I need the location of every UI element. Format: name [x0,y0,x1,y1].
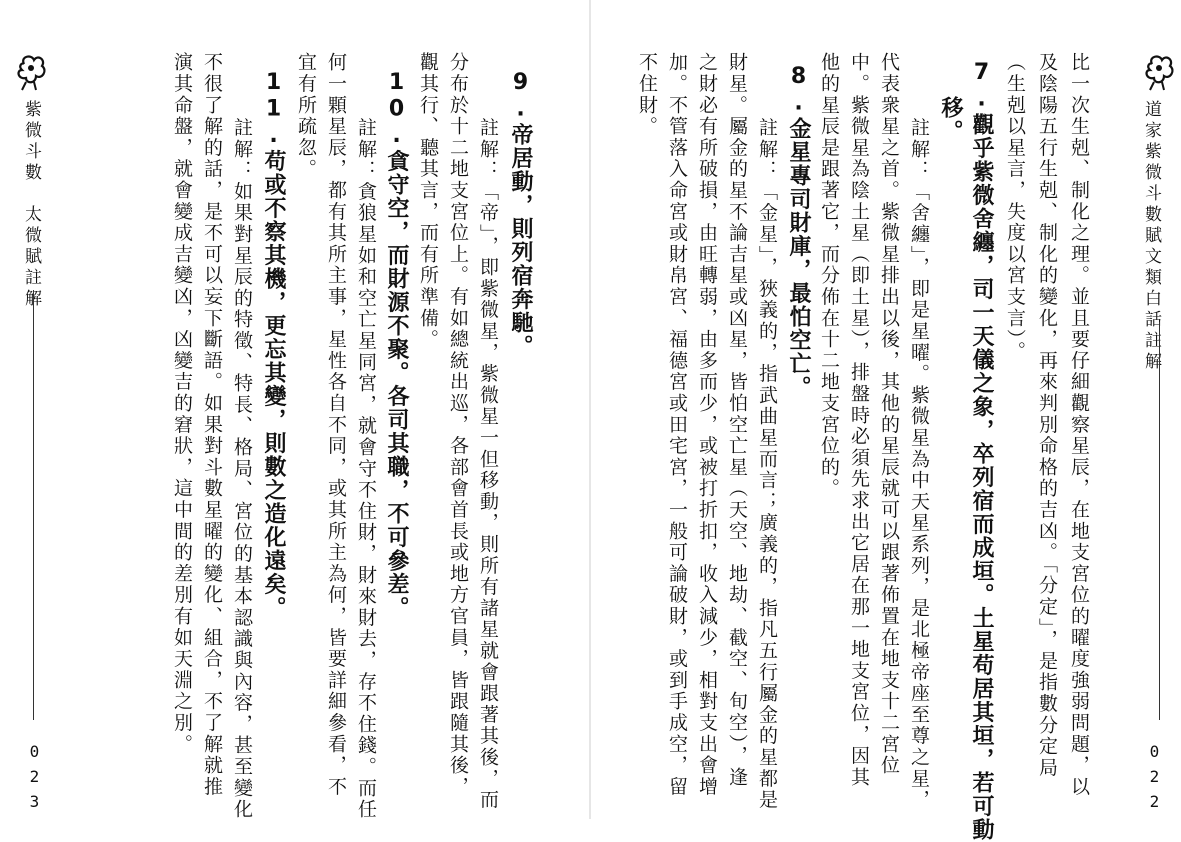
verse-heading: 8.金星專司財庫，最怕空亡。 [786,64,811,399]
text-line: 代表衆星之首。紫微星排出以後，其他的星辰就可以跟著佈置在地支十二宮位 [878,52,900,777]
running-title: 道家紫微斗數賦文類白話註解 [1141,100,1161,373]
taiji-logo-icon [1142,52,1176,92]
taiji-logo-icon [14,52,48,92]
text-line: 不很了解的話，是不可以妄下斷語。如果對斗數星曜的變化、組合，不了解就推 [201,52,223,798]
verse-heading: 9.帝居動，則列宿奔馳。 [508,70,533,358]
verse-heading: 11.苟或不察其機，更忘其變，則數之造化遠矣。 [261,70,286,620]
margin-rule [1159,322,1160,720]
text-line: 觀其行、聽其言，而有所準備。 [417,52,439,351]
text-line: 及陰陽五行生剋、制化的變化，再來判別命格的吉凶。「分定」，是指數分定局 [1036,52,1058,779]
verse-heading: 10.貪守空，而財源不聚。各司其職，不可參差。 [384,70,409,620]
text-line: （生剋以星言，失度以宮支言）。 [1004,52,1026,362]
text-line: 註解：「帝」，即紫微星，紫微星一但移動，則所有諸星就會跟著其後，而 [477,96,499,811]
text-line: 註解：「舍纏」，即是星曜。紫微星為中天星系列，是北極帝座至尊之星， [908,96,930,811]
page-number: 023 [25,742,44,817]
text-line: 加。不管落入命宮或財帛宮、福德宮或田宅宮，一般可論破財，或到手成空，留 [666,52,688,798]
text-line: 不住財。 [636,52,658,138]
verse-heading-cont: 移。 [938,96,963,143]
page-number: 022 [1145,742,1164,817]
text-line: 註解：貪狼星如和空亡星同宮，就會守不住財，財來財去，存不住錢。而任 [355,96,377,821]
verse-heading: 7.觀乎紫微舍纏，司一天儀之象，卒列宿而成垣。土星苟居其垣，若可動 [969,60,994,842]
left-page [0,0,590,819]
text-line: 宜有所疏忽。 [295,52,317,180]
right-page [591,0,1181,842]
text-line: 註解：如果對星辰的特徵、特長、格局、宮位的基本認識與內容，甚至變化 [231,96,253,821]
text-line: 財星。屬金的星不論吉星或凶星，皆怕空亡星（天空、地劫、截空、旬空），逢 [726,52,748,788]
text-line: 註解：「金星」，狹義的，指武曲星而言；廣義的，指凡五行屬金的星都是 [756,96,778,811]
text-line: 分布於十二地支宮位上。有如總統出巡，各部會首長或地方官員，皆跟隨其後， [447,52,469,798]
margin-rule [33,290,34,720]
text-line: 他的星辰是跟著它，而分佈在十二地支宮位的。 [818,52,840,500]
text-line: 演其命盤，就會變成吉變凶，凶變吉的窘狀，這中間的差別有如天淵之別。 [171,52,193,755]
text-line: 之財必有所破損，由旺轉弱，由多而少，或被打折扣，收入減少，相對支出會增 [696,52,718,798]
text-line: 中。紫微星為陰土星（即土星），排盤時必須先求出它居在那一地支宮位，因其 [848,52,870,788]
running-title: 紫微斗數 太微賦註解 [21,100,41,310]
text-line: 比一次生剋、制化之理。並且要仔細觀察星辰，在地支宮位的曜度強弱問題，以 [1068,52,1090,798]
text-line: 何一顆星辰，都有其所主事，星性各自不同，或其所主為何，皆要詳細參看，不 [325,52,347,798]
